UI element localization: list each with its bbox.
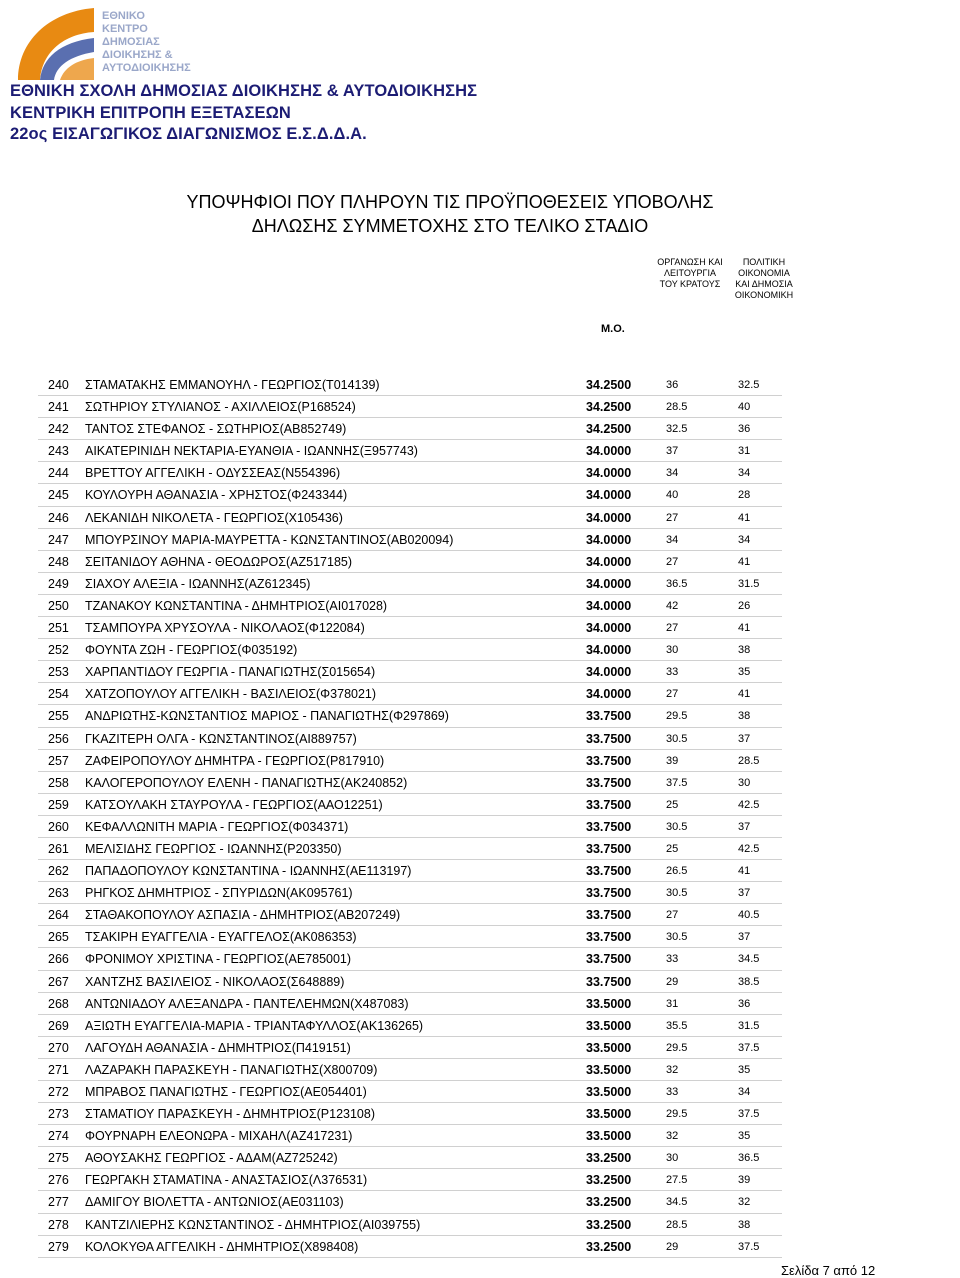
row-number: 252 [48,643,69,658]
candidate-name: ΚΑΝΤΖΙΛΙΕΡΗΣ ΚΩΝΣΤΑΝΤΙΝΟΣ - ΔΗΜΗΤΡΙΟΣ(ΑΙ039755) [85,1217,421,1232]
table-row [38,1236,782,1258]
average-score: 33.2500 [586,1173,632,1188]
average-score: 33.2500 [586,1217,632,1232]
average-score: 33.2500 [586,1239,632,1254]
table-row [38,1191,782,1213]
score-organization: 28.5 [666,1218,688,1231]
table-row [38,860,782,882]
score-economics: 28.5 [738,754,760,767]
score-economics: 31 [738,445,751,458]
candidate-name: ΛΑΓΟΥΔΗ ΑΘΑΝΑΣΙΑ - ΔΗΜΗΤΡΙΟΣ(Π419151) [85,1040,351,1055]
table-row [38,639,782,661]
candidate-name: ΣΙΑΧΟΥ ΑΛΕΞΙΑ - ΙΩΑΝΝΗΣ(ΑΖ612345) [85,576,311,591]
score-economics: 38.5 [738,975,760,988]
score-economics: 36.5 [738,1152,760,1165]
candidate-name: ΦΟΥΝΤΑ ΖΩΗ - ΓΕΩΡΓΙΟΣ(Φ035192) [85,643,298,658]
score-organization: 29.5 [666,1108,688,1121]
score-organization: 32.5 [666,423,688,436]
score-organization: 29 [666,1240,679,1253]
candidate-name: ΧΑΡΠΑΝΤΙΔΟΥ ΓΕΩΡΓΙΑ - ΠΑΝΑΓΙΩΤΗΣ(Σ015654) [85,665,376,680]
average-score: 33.2500 [586,1195,632,1210]
table-row [38,772,782,794]
score-economics: 41 [738,622,751,635]
score-economics: 41 [738,511,751,524]
average-score: 34.0000 [586,488,632,503]
table-row [38,750,782,772]
average-score: 34.0000 [586,687,632,702]
candidate-name: ΚΟΥΛΟΥΡΗ ΑΘΑΝΑΣΙΑ - ΧΡΗΣΤΟΣ(Φ243344) [85,488,348,503]
row-number: 257 [48,753,69,768]
row-number: 263 [48,886,69,901]
average-score: 34.0000 [586,444,632,459]
score-organization: 33 [666,666,679,679]
row-number: 272 [48,1085,69,1099]
score-economics: 31.5 [738,577,760,590]
row-number: 256 [48,731,69,746]
table-row [38,573,782,595]
average-score: 34.2500 [586,422,632,437]
table-row [38,462,782,484]
table-row [38,1059,782,1081]
candidate-name: ΧΑΤΖΟΠΟΥΛΟΥ ΑΓΓΕΛΙΚΗ - ΒΑΣΙΛΕΙΟΣ(Φ378021) [85,687,377,702]
score-economics: 37 [738,820,751,833]
row-number: 245 [48,488,69,503]
candidate-name: ΡΗΓΚΟΣ ΔΗΜΗΤΡΙΟΣ - ΣΠΥΡΙΔΩΝ(ΑΚ095761) [85,886,353,901]
row-number: 240 [48,378,69,392]
score-economics: 37.5 [738,1041,760,1054]
table-row [38,661,782,683]
title-line-1: ΥΠΟΨΗΦΙΟΙ ΠΟΥ ΠΛΗΡΟΥΝ ΤΙΣ ΠΡΟΫΠΟΘΕΣΕΙΣ ΥΠΟΒΟΛΗΣ [186,192,714,212]
ekdd-logo [8,2,191,86]
score-organization: 25 [666,842,679,855]
score-economics: 41 [738,688,751,701]
average-score: 33.5000 [586,1062,632,1077]
score-economics: 38 [738,644,751,657]
column-header-organization: ΟΡΓΑΝΩΣΗ ΚΑΙ ΛΕΙΤΟΥΡΓΙΑ ΤΟΥ ΚΡΑΤΟΥΣ [657,257,723,289]
row-number: 274 [48,1129,69,1144]
table-row [38,396,782,418]
candidate-name: ΖΑΦΕΙΡΟΠΟΥΛΟΥ ΔΗΜΗΤΡΑ - ΓΕΩΡΓΙΟΣ(Ρ817910) [85,753,385,768]
row-number: 269 [48,1018,69,1033]
row-number: 254 [48,687,69,702]
score-economics: 34 [738,467,751,480]
average-score: 33.7500 [586,753,632,768]
average-score: 33.7500 [586,864,632,879]
score-economics: 42.5 [738,842,760,855]
table-row [38,683,782,705]
score-economics: 39 [738,1174,751,1187]
score-economics: 26 [738,599,751,612]
candidate-name: ΣΩΤΗΡΙΟΥ ΣΤΥΛΙΑΝΟΣ - ΑΧΙΛΛΕΙΟΣ(Ρ168524) [85,400,356,415]
average-score: 33.7500 [586,797,632,812]
candidate-name: ΣΤΑΘΑΚΟΠΟΥΛΟΥ ΑΣΠΑΣΙΑ - ΔΗΜΗΤΡΙΟΣ(ΑΒ207249) [85,908,401,923]
candidate-name: ΚΟΛΟΚΥΘΑ ΑΓΓΕΛΙΚΗ - ΔΗΜΗΤΡΙΟΣ(Χ898408) [85,1239,359,1254]
candidate-name: ΓΚΑΖΙΤΕΡΗ ΟΛΓΑ - ΚΩΝΣΤΑΝΤΙΝΟΣ(ΑΙ889757) [85,731,357,746]
table-row [38,374,782,396]
row-number: 247 [48,532,69,547]
candidate-name: ΠΑΠΑΔΟΠΟΥΛΟΥ ΚΩΝΣΤΑΝΤΙΝΑ - ΙΩΑΝΝΗΣ(ΑΕ113197) [85,864,412,879]
score-economics: 30 [738,776,751,789]
score-organization: 27 [666,622,679,635]
score-organization: 26.5 [666,865,688,878]
row-number: 246 [48,510,69,525]
candidate-name: ΔΑΜΙΓΟΥ ΒΙΟΛΕΤΤΑ - ΑΝΤΩΝΙΟΣ(ΑΕ031103) [85,1195,344,1210]
score-organization: 29.5 [666,1041,688,1054]
candidate-name: ΤΖΑΝΑΚΟΥ ΚΩΝΣΤΑΝΤΙΝΑ - ΔΗΜΗΤΡΙΟΣ(ΑΙ017028) [85,598,388,613]
average-score: 34.0000 [586,643,632,658]
row-number: 250 [48,598,69,613]
candidate-name: ΒΡΕΤΤΟΥ ΑΓΓΕΛΙΚΗ - ΟΔΥΣΣΕΑΣ(Ν554396) [85,466,341,481]
average-score: 33.7500 [586,952,632,967]
row-number: 248 [48,554,69,569]
average-score: 33.5000 [586,1085,632,1099]
row-number: 241 [48,400,69,415]
average-score: 34.2500 [586,400,632,415]
score-organization: 34.5 [666,1196,688,1209]
score-economics: 36 [738,423,751,436]
table-row [38,484,782,506]
table-row [38,617,782,639]
score-organization: 28.5 [666,401,688,414]
table-row [38,838,782,860]
table-row [38,816,782,838]
table-row [38,1169,782,1191]
results-table [38,374,782,1258]
score-organization: 27 [666,511,679,524]
row-number: 273 [48,1107,69,1122]
score-organization: 35.5 [666,1019,688,1032]
score-economics: 34.5 [738,953,760,966]
candidate-name: ΦΟΥΡΝΑΡΗ ΕΛΕΟΝΩΡΑ - ΜΙΧΑΗΛ(ΑΖ417231) [85,1129,353,1144]
candidate-name: ΛΑΖΑΡΑΚΗ ΠΑΡΑΣΚΕΥΗ - ΠΑΝΑΓΙΩΤΗΣ(Χ800709) [85,1062,378,1077]
score-organization: 33 [666,953,679,966]
candidate-name: ΑΙΚΑΤΕΡΙΝΙΔΗ ΝΕΚΤΑΡΙΑ-ΕΥΑΝΘΙΑ - ΙΩΑΝΝΗΣ(Ξ957743) [85,444,418,459]
column-header-economics: ΠΟΛΙΤΙΚΗ ΟΙΚΟΝΟΜΙΑ ΚΑΙ ΔΗΜΟΣΙΑ ΟΙΚΟΝΟΜΙΚΗ [734,257,794,300]
average-score: 34.2500 [586,378,632,392]
average-score: 33.7500 [586,930,632,945]
average-score: 33.7500 [586,819,632,834]
average-score: 33.5000 [586,1040,632,1055]
candidate-name: ΛΕΚΑΝΙΔΗ ΝΙΚΟΛΕΤΑ - ΓΕΩΡΓΙΟΣ(Χ105436) [85,510,343,525]
candidate-name: ΤΣΑΚΙΡΗ ΕΥΑΓΓΕΛΙΑ - ΕΥΑΓΓΕΛΟΣ(ΑΚ086353) [85,930,357,945]
table-row [38,507,782,529]
candidate-name: ΚΕΦΑΛΛΩΝΙΤΗ ΜΑΡΙΑ - ΓΕΩΡΓΙΟΣ(Φ034371) [85,819,349,834]
candidate-name: ΜΠΟΥΡΣΙΝΟΥ ΜΑΡΙΑ-ΜΑΥΡΕΤΤΑ - ΚΩΝΣΤΑΝΤΙΝΟΣ(ΑΒ020094) [85,532,454,547]
row-number: 253 [48,665,69,680]
average-score: 34.0000 [586,532,632,547]
score-economics: 42.5 [738,798,760,811]
candidate-name: ΧΑΝΤΖΗΣ ΒΑΣΙΛΕΙΟΣ - ΝΙΚΟΛΑΟΣ(Σ648889) [85,974,345,989]
table-row [38,1015,782,1037]
average-score: 33.7500 [586,908,632,923]
score-economics: 34 [738,533,751,546]
header-line-2: ΚΕΝΤΡΙΚΗ ΕΠΙΤΡΟΠΗ ΕΞΕΤΑΣΕΩΝ [10,104,291,122]
average-score: 34.0000 [586,665,632,680]
score-economics: 37 [738,931,751,944]
average-score: 34.0000 [586,598,632,613]
table-row [38,971,782,993]
table-row [38,440,782,462]
candidate-name: ΣΤΑΜΑΤΑΚΗΣ ΕΜΜΑΝΟΥΗΛ - ΓΕΩΡΓΙΟΣ(Τ014139) [85,378,380,392]
row-number: 260 [48,819,69,834]
row-number: 264 [48,908,69,923]
score-organization: 30.5 [666,887,688,900]
score-organization: 36.5 [666,577,688,590]
candidate-name: ΑΘΟΥΣΑΚΗΣ ΓΕΩΡΓΙΟΣ - ΑΔΑΜ(ΑΖ725242) [85,1151,338,1166]
score-organization: 30.5 [666,820,688,833]
candidate-name: ΑΝΤΩΝΙΑΔΟΥ ΑΛΕΞΑΝΔΡΑ - ΠΑΝΤΕΛΕΗΜΩΝ(Χ487083) [85,996,409,1011]
table-row [38,794,782,816]
score-economics: 37 [738,732,751,745]
table-row [38,551,782,573]
table-row [38,529,782,551]
table-row [38,1081,782,1103]
candidate-name: ΑΝΔΡΙΩΤΗΣ-ΚΩΝΣΤΑΝΤΙΟΣ ΜΑΡΙΟΣ - ΠΑΝΑΓΙΩΤΗΣ(Φ297869) [85,709,449,724]
average-score: 33.5000 [586,996,632,1011]
score-organization: 33 [666,1086,679,1098]
average-score: 34.0000 [586,466,632,481]
ekdd-logo-icon [8,2,100,86]
table-row [38,1125,782,1147]
score-organization: 36 [666,379,679,391]
row-number: 266 [48,952,69,967]
score-economics: 38 [738,1218,751,1231]
table-row [38,948,782,970]
row-number: 267 [48,974,69,989]
score-economics: 32 [738,1196,751,1209]
score-organization: 27 [666,909,679,922]
table-row [38,1214,782,1236]
score-organization: 34 [666,467,679,480]
table-row [38,904,782,926]
score-economics: 35 [738,1130,751,1143]
average-score: 33.7500 [586,775,632,790]
score-economics: 41 [738,865,751,878]
table-row [38,882,782,904]
row-number: 271 [48,1062,69,1077]
table-row [38,993,782,1015]
score-organization: 30.5 [666,931,688,944]
score-economics: 31.5 [738,1019,760,1032]
score-organization: 39 [666,754,679,767]
score-organization: 34 [666,533,679,546]
average-score: 33.5000 [586,1018,632,1033]
average-score: 33.7500 [586,709,632,724]
candidate-name: ΣΤΑΜΑΤΙΟΥ ΠΑΡΑΣΚΕΥΗ - ΔΗΜΗΤΡΙΟΣ(Ρ123108) [85,1107,375,1122]
score-economics: 35 [738,1063,751,1076]
row-number: 258 [48,775,69,790]
score-organization: 27 [666,555,679,568]
score-organization: 27 [666,688,679,701]
row-number: 270 [48,1040,69,1055]
candidate-name: ΤΑΝΤΟΣ ΣΤΕΦΑΝΟΣ - ΣΩΤΗΡΙΟΣ(ΑΒ852749) [85,422,347,437]
candidate-name: ΚΑΛΟΓΕΡΟΠΟΥΛΟΥ ΕΛΕΝΗ - ΠΑΝΑΓΙΩΤΗΣ(ΑΚ240852) [85,775,408,790]
row-number: 268 [48,996,69,1011]
row-number: 276 [48,1173,69,1188]
candidate-name: ΜΠΡΑΒΟΣ ΠΑΝΑΓΙΩΤΗΣ - ΓΕΩΡΓΙΟΣ(ΑΕ054401) [85,1085,367,1099]
candidate-name: ΤΣΑΜΠΟΥΡΑ ΧΡΥΣΟΥΛΑ - ΝΙΚΟΛΑΟΣ(Φ122084) [85,621,365,636]
average-score: 33.7500 [586,841,632,856]
row-number: 244 [48,466,69,481]
table-row [38,595,782,617]
score-organization: 40 [666,489,679,502]
score-economics: 35 [738,666,751,679]
title-line-2: ΔΗΛΩΣΗΣ ΣΥΜΜΕΤΟΧΗΣ ΣΤΟ ΤΕΛΙΚΟ ΣΤΑΔΙΟ [251,216,649,236]
score-organization: 27.5 [666,1174,688,1187]
candidate-name: ΓΕΩΡΓΑΚΗ ΣΤΑΜΑΤΙΝΑ - ΑΝΑΣΤΑΣΙΟΣ(Λ376531) [85,1173,368,1188]
average-score: 34.0000 [586,554,632,569]
score-organization: 42 [666,599,679,612]
page-number: Σελίδα 7 από 12 [781,1263,876,1278]
table-row [38,728,782,750]
header-line-3: 22ος ΕΙΣΑΓΩΓΙΚΟΣ ΔΙΑΓΩΝΙΣΜΟΣ Ε.Σ.Δ.Δ.Α. [10,125,367,143]
score-economics: 37 [738,887,751,900]
score-economics: 34 [738,1086,751,1098]
row-number: 255 [48,709,69,724]
score-economics: 32.5 [738,379,760,391]
row-number: 262 [48,864,69,879]
average-score: 34.0000 [586,576,632,591]
score-organization: 32 [666,1130,679,1143]
table-row [38,926,782,948]
score-economics: 38 [738,710,751,723]
row-number: 277 [48,1195,69,1210]
score-economics: 40 [738,401,751,414]
score-economics: 40.5 [738,909,760,922]
score-economics: 36 [738,997,751,1010]
table-row [38,1037,782,1059]
average-score: 33.7500 [586,974,632,989]
candidate-name: ΑΞΙΩΤΗ ΕΥΑΓΓΕΛΙΑ-ΜΑΡΙΑ - ΤΡΙΑΝΤΑΦΥΛΛΟΣ(ΑΚ136265) [85,1018,424,1033]
row-number: 265 [48,930,69,945]
score-organization: 29 [666,975,679,988]
score-organization: 31 [666,997,679,1010]
score-economics: 37.5 [738,1108,760,1121]
column-header-average: Μ.Ο. [601,323,625,335]
score-organization: 37 [666,445,679,458]
candidate-name: ΣΕΙΤΑΝΙΔΟΥ ΑΘΗΝΑ - ΘΕΟΔΩΡΟΣ(ΑΖ517185) [85,554,353,569]
row-number: 279 [48,1239,69,1254]
header-line-1: ΕΘΝΙΚΗ ΣΧΟΛΗ ΔΗΜΟΣΙΑΣ ΔΙΟΙΚΗΣΗΣ & ΑΥΤΟΔΙΟΙΚΗΣΗΣ [10,82,478,100]
score-economics: 41 [738,555,751,568]
row-number: 251 [48,621,69,636]
table-row [38,1103,782,1125]
score-economics: 37.5 [738,1240,760,1253]
row-number: 259 [48,797,69,812]
score-organization: 30 [666,1152,679,1165]
average-score: 33.5000 [586,1129,632,1144]
average-score: 33.5000 [586,1107,632,1122]
score-organization: 25 [666,798,679,811]
table-row [38,1147,782,1169]
candidate-name: ΜΕΛΙΣΙΔΗΣ ΓΕΩΡΓΙΟΣ - ΙΩΑΝΝΗΣ(Ρ203350) [85,841,342,856]
average-score: 34.0000 [586,510,632,525]
score-organization: 32 [666,1063,679,1076]
row-number: 243 [48,444,69,459]
score-organization: 30 [666,644,679,657]
average-score: 33.2500 [586,1151,632,1166]
average-score: 33.7500 [586,731,632,746]
table-row [38,418,782,440]
score-economics: 28 [738,489,751,502]
score-organization: 29.5 [666,710,688,723]
average-score: 34.0000 [586,621,632,636]
score-organization: 30.5 [666,732,688,745]
row-number: 275 [48,1151,69,1166]
candidate-name: ΦΡΟΝΙΜΟΥ ΧΡΙΣΤΙΝΑ - ΓΕΩΡΓΙΟΣ(ΑΕ785001) [85,952,352,967]
score-organization: 37.5 [666,776,688,789]
candidate-name: ΚΑΤΣΟΥΛΑΚΗ ΣΤΑΥΡΟΥΛΑ - ΓΕΩΡΓΙΟΣ(ΑΑΟ12251) [85,797,383,812]
row-number: 261 [48,841,69,856]
row-number: 242 [48,422,69,437]
logo-text: ΕΘΝΙΚΟ ΚΕΝΤΡΟ ΔΗΜΟΣΙΑΣ ΔΙΟΙΚΗΣΗΣ & ΑΥΤΟΔΙΟΙΚΗΣΗΣ [102,10,191,74]
row-number: 278 [48,1217,69,1232]
average-score: 33.7500 [586,886,632,901]
row-number: 249 [48,576,69,591]
table-row [38,705,782,727]
